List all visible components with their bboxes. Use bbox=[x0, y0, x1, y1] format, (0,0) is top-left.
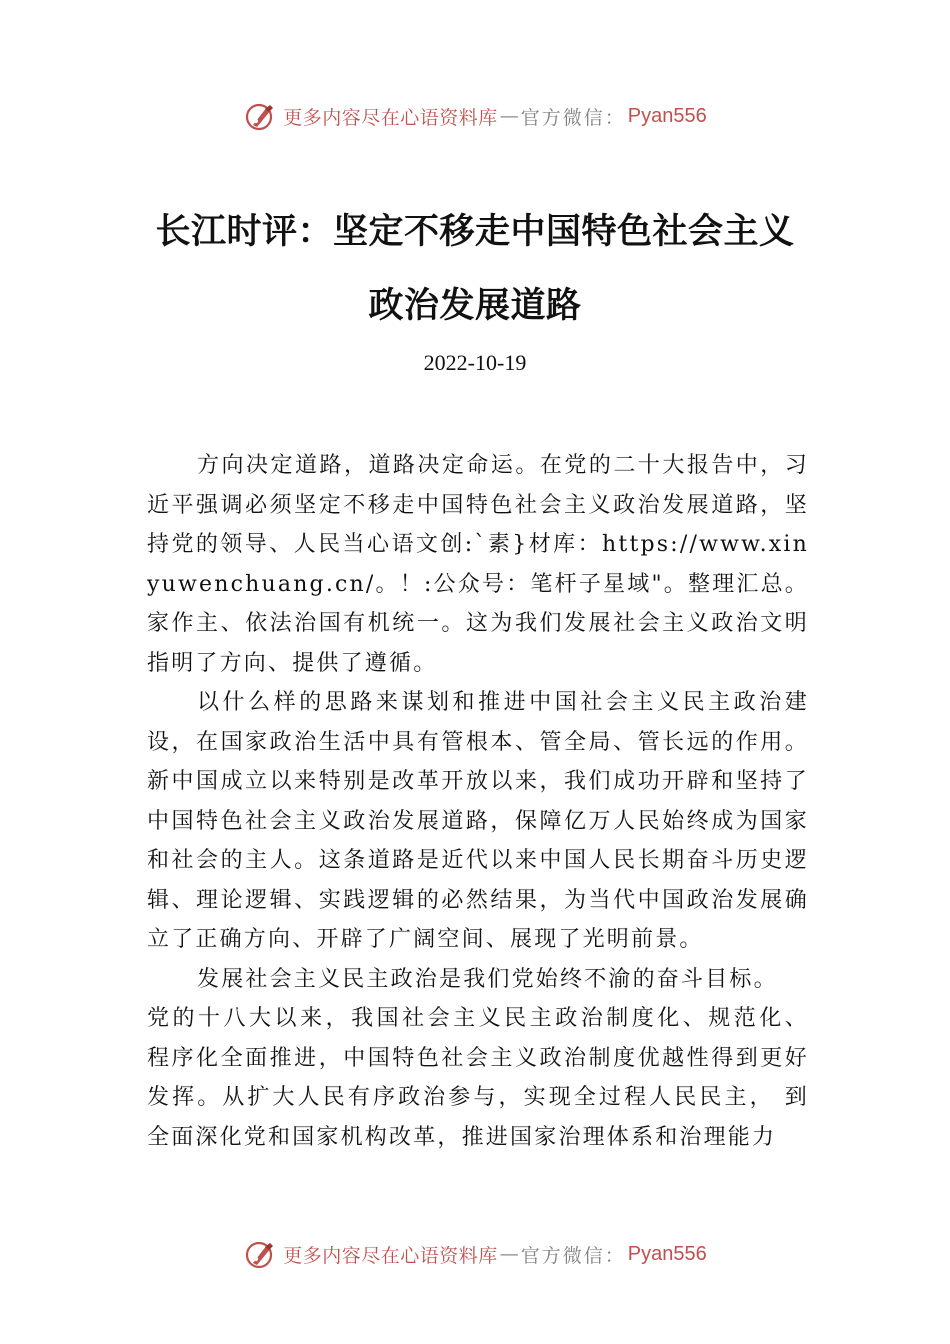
banner-wechat-label: 官方微信： bbox=[520, 1244, 626, 1267]
article-title-line-1: 长江时评：坚定不移走中国特色社会主义 bbox=[155, 212, 795, 252]
paragraph: 发展社会主义民主政治是我们党始终不渝的奋斗目标。 bbox=[197, 966, 778, 992]
banner-brand-text: 更多内容尽在心语资料库 bbox=[283, 106, 498, 129]
article-title-line-2: 政治发展道路 bbox=[368, 286, 582, 326]
header-banner bbox=[0, 96, 950, 136]
banner-wechat-label: 官方微信： bbox=[520, 106, 626, 129]
paragraph: 以什么样的思路来谋划和推进中国社会主义民主政治建设，在国家政治生活中具有管根本、管全局、管长远的作用。新中国成立以来特别是改革开放以来，我们成功开辟和坚持了中国特色社会主义政治发展道路，保障亿万人民始终成为国家和社会的主人。这条道路是近代以来中国人民长期奋斗历史逻辑、理论逻辑、实践逻辑的必然结果，为当代中国政治发展确立了正确方向、开辟了广阔空间、展现了光明前景。 bbox=[147, 690, 809, 952]
paragraph: 党的十八大以来，我国社会主义民主政治制度化、规范化、 程序化全面推进，中国特色社会主义政治制度优越性得到更好发挥。从扩大人民有序政治参与，实现全过程人民民主， 到全面深化党和国家机构改革，推进国家治理体系和治理能力 bbox=[147, 1006, 809, 1150]
banner-brand-text: 更多内容尽在心语资料库 bbox=[283, 1244, 498, 1267]
banner-dash: — bbox=[499, 1243, 519, 1265]
footer-banner bbox=[0, 1234, 950, 1274]
banner-dash: — bbox=[499, 105, 519, 127]
paragraph: 方向决定道路，道路决定命运。在党的二十大报告中，习近平强调必须坚定不移走中国特色社会主义政治发展道路，坚持党的领导、人民当心语文创:`素}材库：https://www.xinyuwenchuang.cn/。！:公众号：笔杆子星域"。整理汇总。家作主、依法治国有机统一。这为我们发展社会主义政治文明指明了方向、提供了遵循。 bbox=[147, 453, 809, 676]
banner-wechat-id: Pyan556 bbox=[627, 1242, 707, 1265]
pen-nib-logo-icon bbox=[243, 1237, 277, 1271]
article-date: 2022-10-19 bbox=[423, 350, 527, 375]
pen-nib-logo-icon bbox=[243, 99, 277, 133]
article-body bbox=[147, 446, 809, 1157]
banner-wechat-id: Pyan556 bbox=[627, 104, 707, 127]
